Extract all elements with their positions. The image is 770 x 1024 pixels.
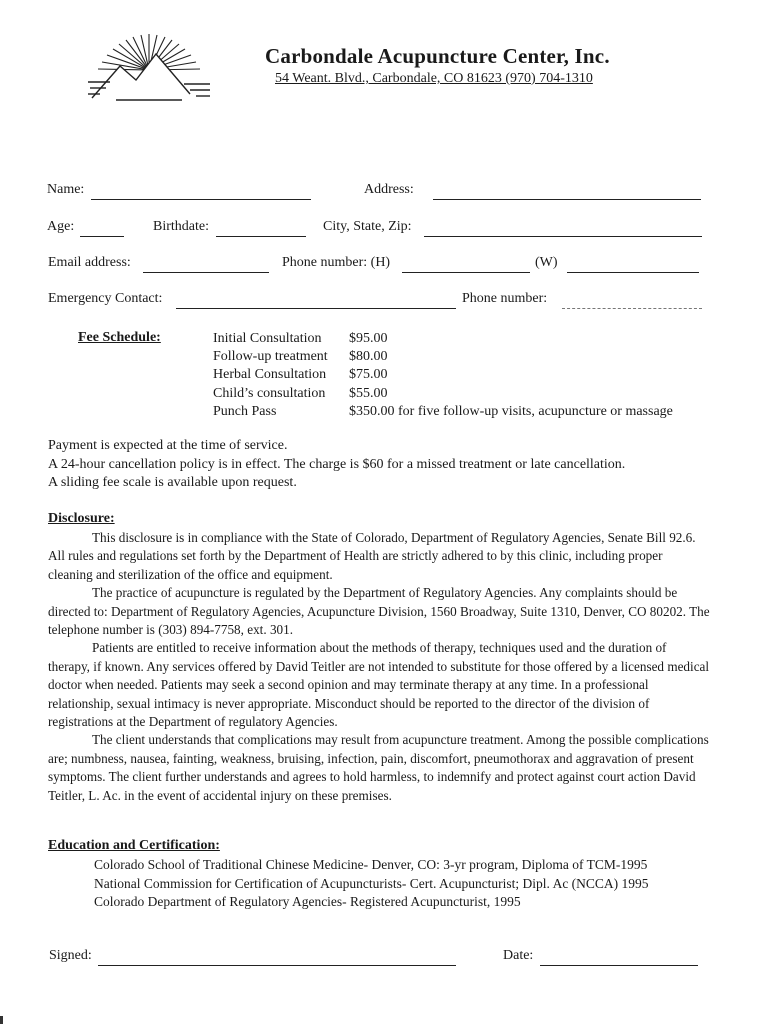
signed-label: Signed:	[49, 948, 92, 963]
emergency-contact-label: Emergency Contact:	[48, 291, 163, 306]
education-list	[94, 856, 649, 912]
birthdate-label: Birthdate:	[153, 219, 209, 234]
phone-work-field[interactable]	[567, 271, 699, 273]
emergency-contact-field[interactable]	[176, 307, 456, 309]
birthdate-field[interactable]	[216, 235, 306, 237]
fee-item-name: Herbal Consultation	[213, 367, 327, 383]
payment-policy	[48, 437, 625, 493]
disclosure-paragraph: Patients are entitled to receive information about the methods of therapy, techniques used and the duration of therapy, if known. Any services offered by David Teitler are not intended to substitute for those offered by a licensed medical doctor when needed. Patients may seek a second opinion and may terminate therapy at any time. In a professional relationship, sexual intimacy is never appropriate. Misconduct should be reported to the director of the division of registrations at the Department of regulatory Agencies.	[48, 640, 710, 730]
disclosure-paragraph: This disclosure is in compliance with the State of Colorado, Department of Regulatory Agencies, Senate Bill 92.6. All rules and regulations set forth by the Department of Health are strictly adhered to by this clinic, including proper cleaning and sterilization of the office and equipment.	[48, 530, 696, 582]
education-item: Colorado School of Traditional Chinese Medicine- Denver, CO: 3-yr program, Diploma of TCM-1995	[94, 857, 648, 872]
disclosure-heading: Disclosure:	[48, 511, 115, 526]
fee-item-name: Initial Consultation	[213, 331, 322, 346]
email-label: Email address:	[48, 255, 131, 270]
row-signature	[0, 948, 770, 968]
fee-item-name: Follow-up treatment	[213, 349, 328, 365]
phone-home-field[interactable]	[402, 271, 530, 273]
emergency-phone-field[interactable]	[562, 307, 702, 309]
signature-field[interactable]	[98, 964, 456, 966]
cancellation-line: A 24-hour cancellation policy is in effect. The charge is $60 for a missed treatment or late cancellation.	[48, 456, 626, 472]
payment-line: Payment is expected at the time of service.	[48, 438, 288, 453]
fee-item-price: $55.00	[349, 385, 388, 401]
row-email-phone	[0, 255, 770, 275]
fee-item-price: $350.00 for five follow-up visits, acupuncture or massage	[349, 403, 673, 419]
education-heading: Education and Certification:	[48, 838, 220, 853]
city-state-zip-field[interactable]	[424, 235, 702, 237]
scan-mark	[0, 1016, 3, 1024]
emergency-phone-label: Phone number:	[462, 291, 548, 306]
education-item: Colorado Department of Regulatory Agencies- Registered Acupuncturist, 1995	[94, 894, 521, 909]
education-item: National Commission for Certification of Acupuncturists- Cert. Acupuncturist; Dipl. Ac (NCCA) 1995	[94, 875, 649, 891]
date-field[interactable]	[540, 964, 698, 966]
fee-item-name: Punch Pass	[213, 403, 277, 419]
age-field[interactable]	[80, 235, 124, 237]
address-field[interactable]	[433, 198, 701, 200]
fee-item-name: Child’s consultation	[213, 385, 326, 401]
disclosure-body	[48, 529, 710, 805]
phone-work-label: (W)	[535, 255, 558, 270]
age-label: Age:	[47, 219, 75, 234]
row-emergency-contact	[0, 291, 770, 311]
name-field[interactable]	[91, 198, 311, 200]
disclosure-paragraph: The client understands that complications may result from acupuncture treatment. Among the possible complications are; numbness, nausea, fainting, weakness, bruising, infection, pain, discomfort, pneumothorax and aggravation of present symptoms. The client further understands and agrees to hold harmless, to indemnify and protect against court action David Teitler, L. Ac. in the event of accidental injury on these premises.	[48, 732, 709, 803]
city-state-zip-label: City, State, Zip:	[323, 219, 412, 234]
organization-name: Carbondale Acupuncture Center, Inc.	[265, 44, 610, 68]
organization-address: 54 Weant. Blvd., Carbondale, CO 81623 (970) 704-1310	[275, 71, 593, 86]
sliding-scale-line: A sliding fee scale is available upon request.	[48, 475, 297, 490]
name-label: Name:	[47, 182, 85, 197]
fee-item-price: $80.00	[349, 349, 388, 365]
fee-item-price: $95.00	[349, 331, 388, 346]
disclosure-paragraph: The practice of acupuncture is regulated by the Department of Regulatory Agencies. Any complaints should be directed to: Department of Regulatory Agencies, Acupuncture Division, 1560 Broadway, Suite 1310, Denver, CO 80202. The telephone number is (303) 894-7758, ext. 301.	[48, 585, 710, 638]
row-age-birthdate-city	[0, 219, 770, 239]
email-field[interactable]	[143, 271, 269, 273]
row-name-address	[0, 182, 770, 202]
fee-item-price: $75.00	[349, 367, 388, 383]
address-label: Address:	[364, 182, 414, 197]
sun-over-mountains-icon	[86, 32, 212, 104]
phone-home-label: Phone number: (H)	[282, 255, 391, 270]
date-label: Date:	[503, 948, 534, 963]
fee-schedule-heading: Fee Schedule:	[78, 330, 161, 345]
